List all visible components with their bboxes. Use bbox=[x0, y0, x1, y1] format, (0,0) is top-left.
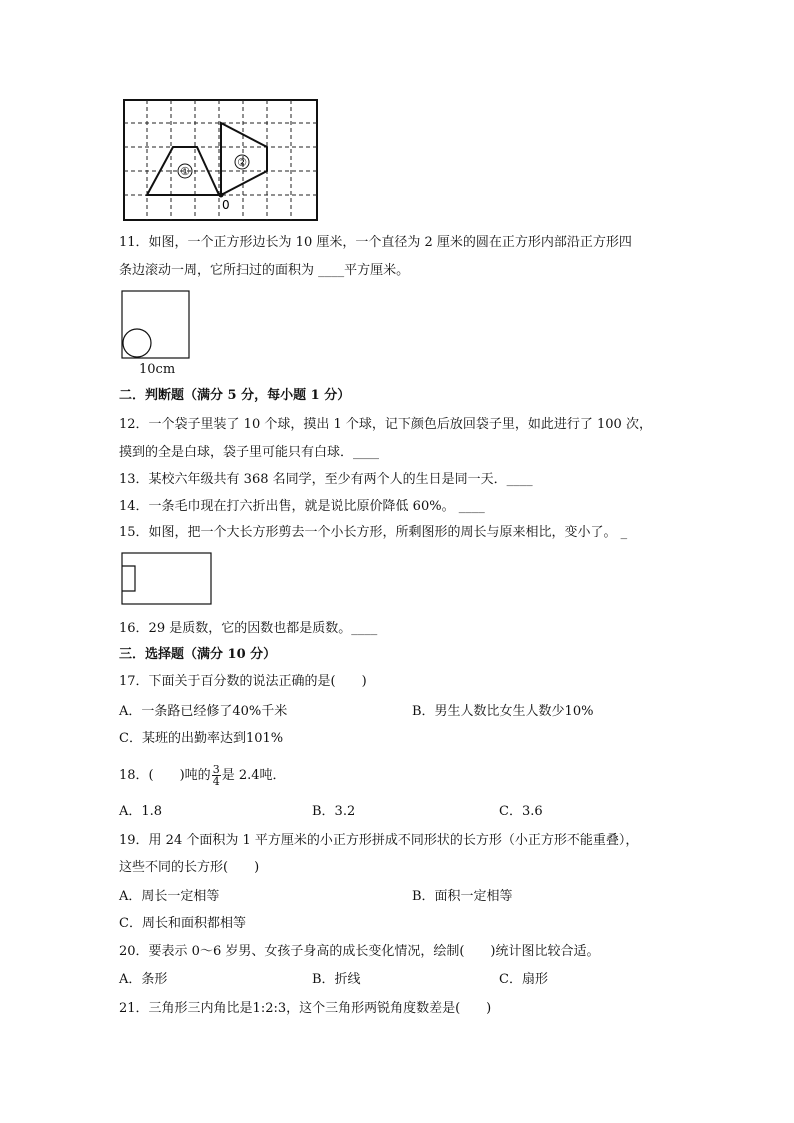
q13: 13．某校六年级共有 368 名同学，至少有两个人的生日是同一天．____ bbox=[119, 472, 533, 487]
q19-option-a: A．周长一定相等 bbox=[119, 889, 220, 904]
q20-option-a: A．条形 bbox=[119, 972, 168, 987]
q18-fraction bbox=[212, 764, 221, 787]
q18-fraction-numerator: 3 bbox=[212, 763, 220, 776]
q19-line1: 19．用 24 个面积为 1 平方厘米的小正方形拼成不同形状的长方形（小正方形不能重叠）， bbox=[119, 833, 639, 848]
grid-figure bbox=[123, 99, 319, 222]
q14: 14．一条毛巾现在打六折出售，就是说比原价降低 60%。 ____ bbox=[119, 499, 485, 514]
q18-stem-post: 是 2.4吨． bbox=[221, 768, 286, 783]
section3-heading: 三．选择题（满分 10 分） bbox=[119, 647, 277, 662]
q18-fraction-denominator: 4 bbox=[212, 775, 220, 788]
section2-heading: 二．判断题（满分 5 分，每小题 1 分） bbox=[119, 388, 351, 403]
q20-option-c: C．扇形 bbox=[499, 972, 548, 987]
q12-line2: 摸到的全是白球，袋子里可能只有白球．____ bbox=[119, 445, 380, 460]
shape-label-1: ① bbox=[180, 165, 190, 178]
q15: 15．如图，把一个大长方形剪去一个小长方形，所剩图形的周长与原来相比，变小了。 _ bbox=[119, 525, 628, 540]
q17-stem: 17．下面关于百分数的说法正确的是( ) bbox=[119, 674, 367, 689]
q19-option-c: C．周长和面积都相等 bbox=[119, 916, 246, 931]
q18-option-a: A．1.8 bbox=[119, 804, 163, 819]
q17-option-c: C．某班的出勤率达到101% bbox=[119, 731, 284, 746]
q11-line2: 条边滚动一周，它所扫过的面积为 ____平方厘米。 bbox=[119, 263, 410, 278]
q19-line2: 这些不同的长方形( ) bbox=[119, 860, 260, 875]
square-circle-figure bbox=[121, 290, 191, 360]
q18-stem-pre: 18．( )吨的 bbox=[119, 768, 211, 783]
q20-stem: 20．要表示 0～6 岁男、女孩子身高的成长变化情况，绘制( )统计图比较合适。 bbox=[119, 944, 600, 959]
q21-stem: 21．三角形三内角比是1:2:3，这个三角形两锐角度数差是( ) bbox=[119, 1001, 492, 1016]
q11-figure-label: 10cm bbox=[139, 362, 176, 377]
q20-option-b: B．折线 bbox=[312, 972, 361, 987]
q17-option-a: A．一条路已经修了40%千米 bbox=[119, 704, 288, 719]
q17-option-b: B．男生人数比女生人数少10% bbox=[412, 704, 594, 719]
q18-option-c: C．3.6 bbox=[499, 804, 543, 819]
q12-line1: 12．一个袋子里装了 10 个球，摸出 1 个球，记下颜色后放回袋子里，如此进行了 100 次， bbox=[119, 417, 652, 432]
q16: 16．29 是质数，它的因数也都是质数。____ bbox=[119, 621, 378, 636]
q18-option-b: B．3.2 bbox=[312, 804, 356, 819]
rectangle-cut-figure bbox=[121, 552, 213, 606]
q18-stem bbox=[119, 764, 286, 787]
origin-label: 0 bbox=[222, 198, 230, 212]
q11-line1: 11．如图，一个正方形边长为 10 厘米，一个直径为 2 厘米的圆在正方形内部沿正方形四 bbox=[119, 235, 632, 250]
shape-label-2: ② bbox=[237, 156, 247, 169]
q19-option-b: B．面积一定相等 bbox=[412, 889, 513, 904]
